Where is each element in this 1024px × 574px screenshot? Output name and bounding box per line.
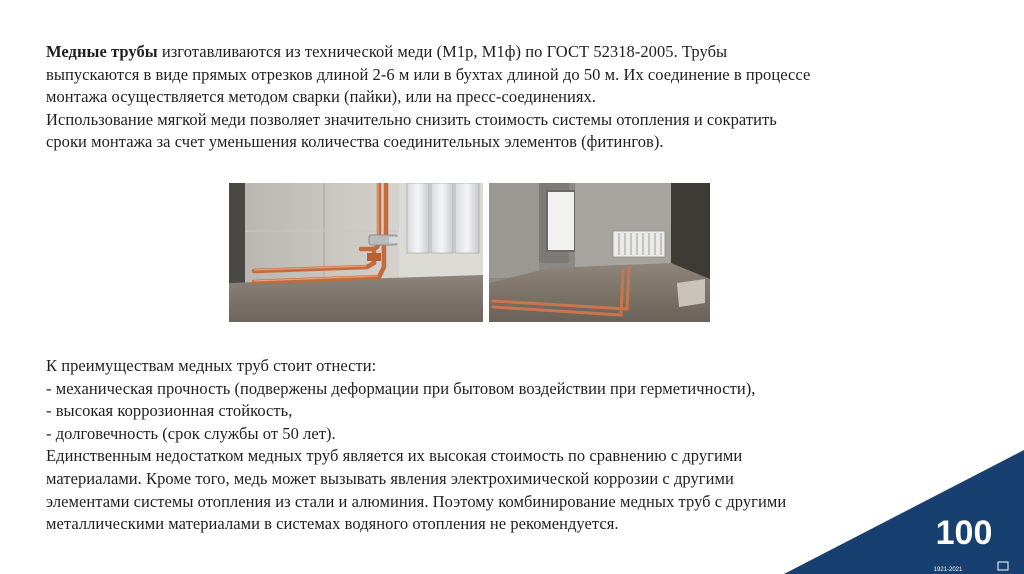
advantage-item: - механическая прочность (подвержены деформации при бытовом воздействии при герметичности),	[46, 378, 756, 398]
radiator-pipes-image	[229, 183, 483, 322]
anniversary-logo-number: 100	[935, 514, 993, 552]
intro-line-2: выпускаются в виде прямых отрезков длиной 2-6 м или в бухтах длиной до 50 м. Их соединение в процессе	[46, 64, 811, 84]
disadvantage-line: материалами. Кроме того, медь может вызывать явления электрохимической коррозии с другими	[46, 468, 734, 488]
intro-line-4: Использование мягкой меди позволяет значительно снизить стоимость системы отопления и сократить	[46, 109, 777, 129]
intro-line-3: монтажа осуществляется методом сварки (пайки), или на пресс-соединениях.	[46, 87, 596, 107]
intro-bold-term: Медные трубы	[46, 42, 158, 61]
disadvantage-line: элементами системы отопления из стали и алюминия. Поэтому комбинирование медных труб с другими	[46, 491, 787, 511]
intro-line-1-rest: изготавливаются из технической меди (М1р, М1ф) по ГОСТ 52318-2005. Трубы	[157, 42, 728, 61]
floor-pipes-image	[489, 183, 710, 322]
corner-logo-decoration	[784, 450, 1024, 574]
advantages-heading: К преимуществам медных труб стоит отнести:	[46, 356, 377, 375]
photo-radiator-copper-pipes	[229, 183, 483, 322]
intro-line-1	[46, 41, 966, 64]
photo-floor-copper-pipes	[489, 183, 710, 322]
disadvantage-line: металлическими материалами в системах водяного отопления не рекомендуется.	[46, 514, 619, 534]
advantage-item: - высокая коррозионная стойкость,	[46, 401, 293, 421]
intro-line-5: сроки монтажа за счет уменьшения количества соединительных элементов (фитингов).	[46, 132, 664, 152]
corner-blue-triangle	[784, 450, 1024, 574]
disadvantage-line: Единственным недостатком медных труб является их высокая стоимость по сравнению с другими	[46, 446, 743, 466]
intro-paragraph	[46, 41, 966, 154]
advantage-item: - долговечность (срок службы от 50 лет).	[46, 423, 336, 443]
anniversary-logo-years: 1921-2021	[933, 567, 963, 573]
